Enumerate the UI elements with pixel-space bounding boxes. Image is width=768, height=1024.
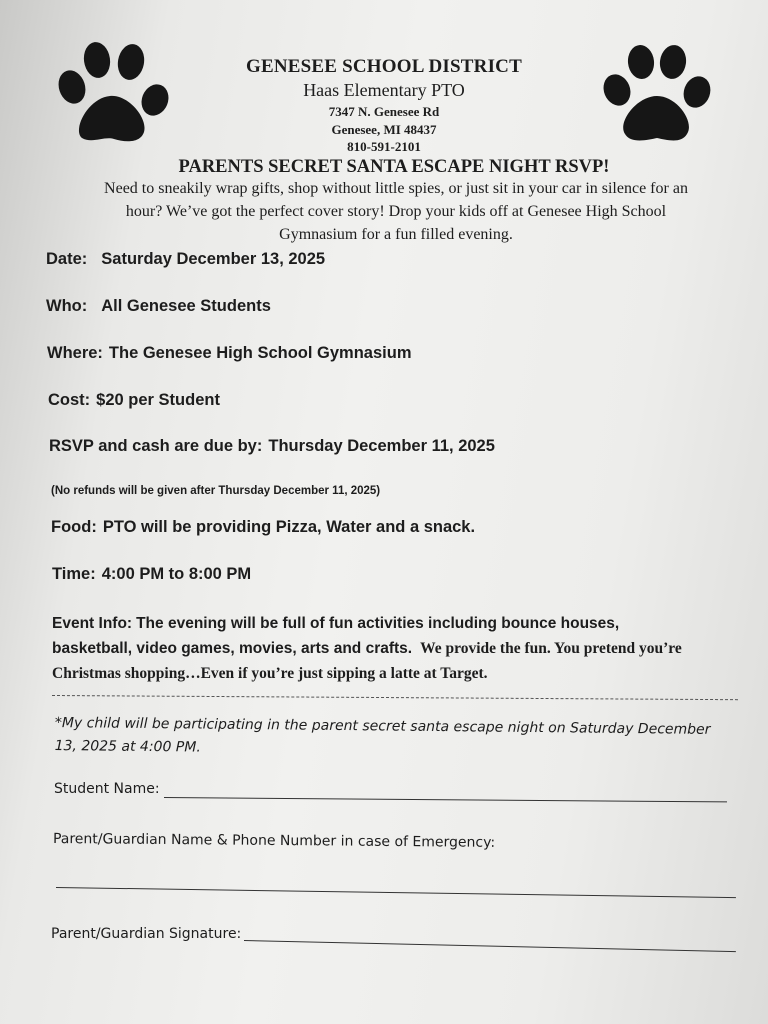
consent-line: 13, 2025 at 4:00 PM. [54, 737, 201, 756]
food-label: Food: [51, 518, 97, 536]
rsvp-value: Thursday December 11, 2025 [268, 437, 495, 455]
cost-label: Cost: [48, 391, 91, 409]
where-label: Where: [47, 344, 103, 362]
who-value: All Genesee Students [101, 297, 271, 315]
where-field [47, 344, 412, 363]
parent-guardian-label: Parent/Guardian Name & Phone Number in case of Emergency: [52, 831, 496, 851]
refund-note: (No refunds will be given after Thursday December 11, 2025) [51, 485, 381, 497]
food-field [51, 518, 475, 537]
who-label: Who: [46, 297, 88, 315]
where-value: The Genesee High School Gymnasium [108, 344, 412, 362]
date-field [46, 250, 325, 269]
address-line-2: Genesee, MI 48437 [331, 122, 437, 137]
signature-field[interactable] [244, 940, 736, 952]
event-info-label: Event Info: [52, 615, 133, 632]
cost-field [48, 391, 220, 410]
event-info-line: basketball, video games, movies, arts and crafts. [52, 640, 413, 657]
time-value: 4:00 PM to 8:00 PM [101, 565, 252, 583]
event-info-line: Christmas shopping…Even if you’re just sipping a latte at Target. [52, 665, 488, 682]
pto-name: Haas Elementary PTO [303, 80, 465, 100]
rsvp-deadline-field [49, 437, 495, 456]
event-info [52, 611, 752, 686]
consent-line: *My child will be participating in the parent secret santa escape night on Saturday December [54, 714, 711, 738]
food-value: PTO will be providing Pizza, Water and a snack. [102, 518, 476, 536]
intro-paragraph [58, 177, 734, 246]
who-field [46, 297, 271, 316]
page-title: PARENTS SECRET SANTA ESCAPE NIGHT RSVP! [178, 157, 610, 177]
date-label: Date: [46, 250, 88, 268]
signature-label: Parent/Guardian Signature: [51, 926, 242, 942]
district-name: GENESEE SCHOOL DISTRICT [246, 56, 522, 77]
date-value: Saturday December 13, 2025 [101, 250, 326, 268]
parent-guardian-field[interactable] [56, 887, 736, 898]
cut-line-divider [52, 695, 738, 700]
intro-line: hour? We’ve got the perfect cover story! Drop your kids off at Genesee High School [125, 203, 667, 220]
consent-statement [55, 712, 755, 765]
phone-number: 810-591-2101 [347, 139, 421, 154]
time-label: Time: [52, 565, 96, 583]
time-field [52, 565, 251, 584]
intro-line: Gymnasium for a fun filled evening. [279, 226, 513, 243]
intro-line: Need to sneakily wrap gifts, shop without little spies, or just sit in your car in silence for an [104, 180, 688, 197]
event-info-line: We provide the fun. You pretend you’re [420, 640, 682, 657]
rsvp-label: RSVP and cash are due by: [49, 437, 263, 455]
address-line-1: 7347 N. Genesee Rd [328, 104, 440, 119]
cost-value: $20 per Student [96, 391, 220, 409]
student-name-label: Student Name: [54, 781, 160, 797]
student-name-field[interactable] [164, 797, 727, 802]
event-info-line: The evening will be full of fun activities including bounce houses, [136, 615, 620, 632]
